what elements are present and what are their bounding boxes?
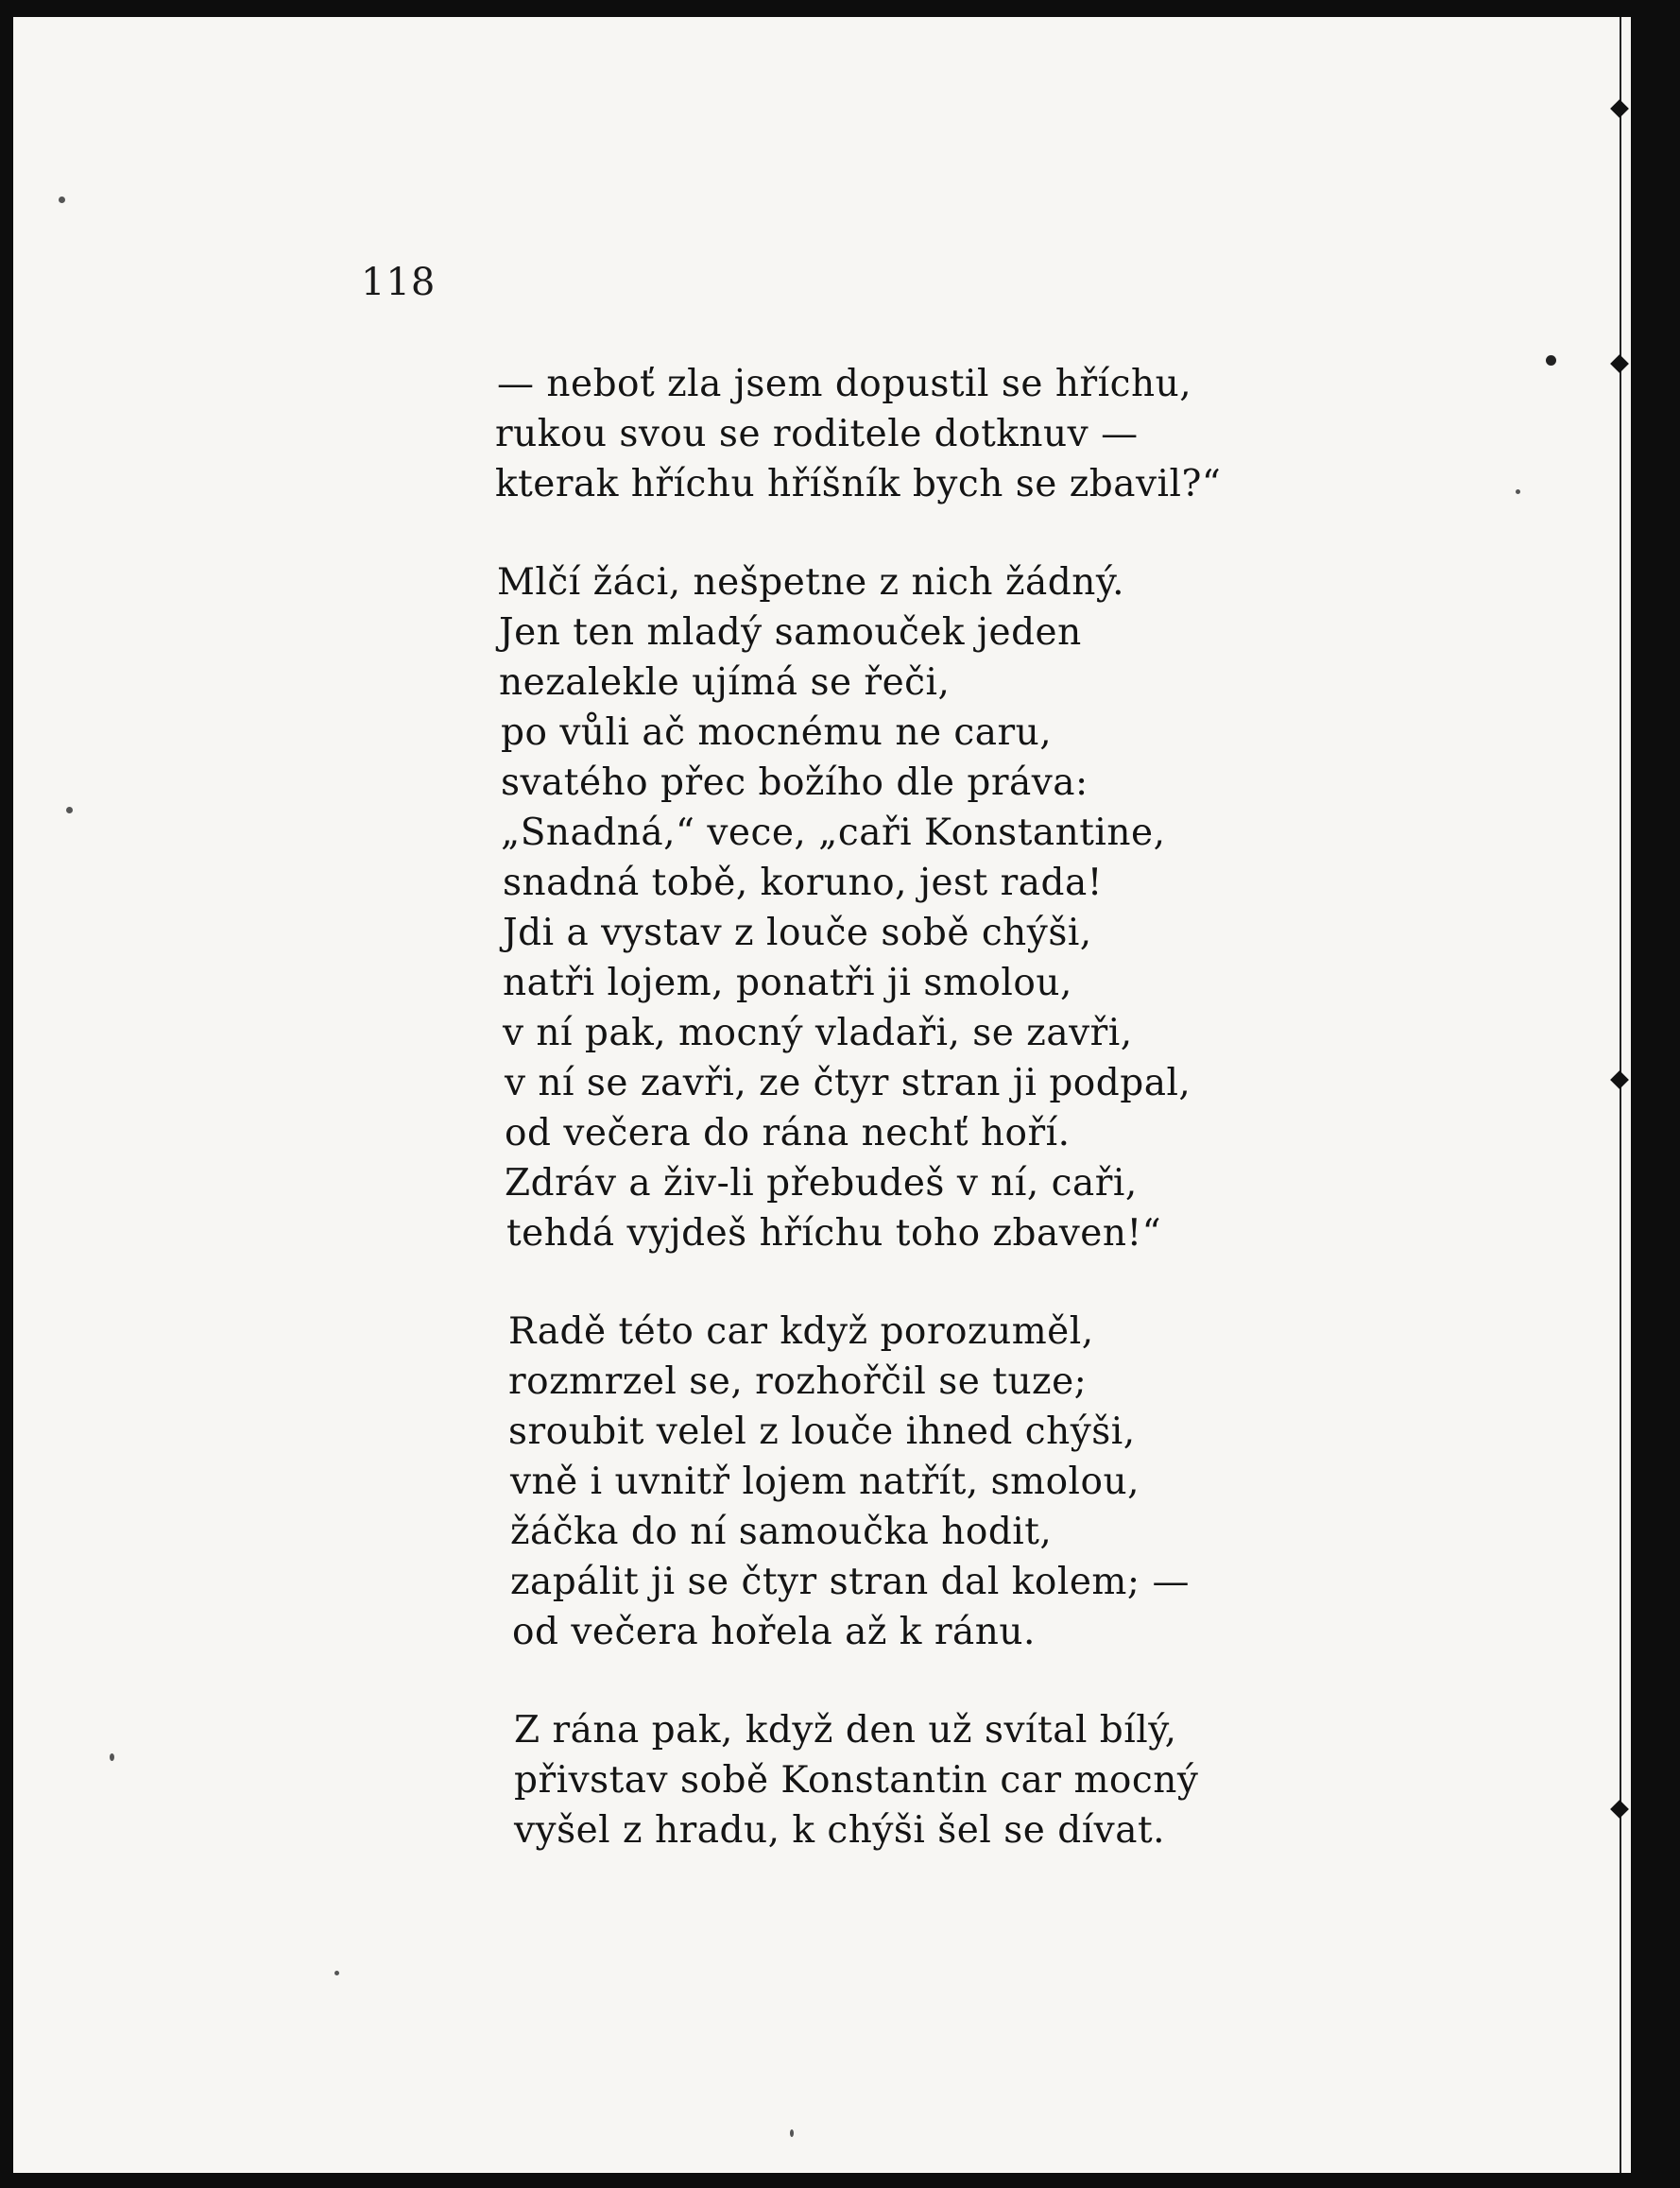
book-page [13, 17, 1655, 2173]
verse-line: od večera hořela až k ránu. [512, 1611, 1036, 1653]
paper-speck [1546, 355, 1556, 366]
verse-line: natři lojem, ponatři ji smolou, [503, 962, 1072, 1004]
verse-line: — neboť zla jsem dopustil se hříchu, [497, 363, 1192, 405]
verse-line: nezalekle ujímá se řeči, [499, 661, 951, 704]
verse-line: od večera do rána nechť hoří. [505, 1112, 1071, 1154]
verse-line: v ní pak, mocný vladaři, se zavři, [503, 1012, 1133, 1054]
paper-speck [334, 1971, 339, 1975]
stanza [497, 1705, 1347, 1855]
verse-line: žáčka do ní samoučka hodit, [510, 1511, 1053, 1553]
page-number: 118 [361, 261, 437, 304]
verse-line: Zdráv a živ-li přebudeš v ní, caři, [505, 1162, 1138, 1205]
verse-line: „Snadná,“ vece, „caři Konstantine, [501, 812, 1166, 854]
verse-line: snadná tobě, koruno, jest rada! [503, 862, 1103, 904]
verse-line: Jen ten mladý samouček jeden [499, 611, 1082, 654]
poem-text [497, 359, 1347, 1855]
verse-line: tehdá vyjdeš hříchu toho zbaven!“ [506, 1212, 1162, 1255]
verse-line: vyšel z hradu, k chýši šel se dívat. [514, 1809, 1166, 1852]
paper-speck [1516, 489, 1520, 494]
verse-line: Jdi a vystav z louče sobě chýši, [503, 912, 1092, 954]
edge-notch [1610, 1800, 1629, 1819]
verse-line: Mlčí žáci, nešpetne z nich žádný. [497, 561, 1125, 604]
verse-line: vně i uvnitř lojem natřít, smolou, [510, 1461, 1140, 1503]
paper-speck [790, 2129, 794, 2137]
stanza [497, 359, 1347, 509]
paper-speck [66, 807, 73, 813]
verse-line: přivstav sobě Konstantin car mocný [514, 1759, 1199, 1802]
edge-notch [1610, 354, 1629, 373]
paper-speck [59, 197, 65, 203]
verse-line: v ní se zavři, ze čtyr stran ji podpal, [505, 1062, 1191, 1104]
verse-line: Z rána pak, když den už svítal bílý, [514, 1709, 1177, 1752]
edge-notch [1610, 1070, 1629, 1089]
verse-line: svatého přec božího dle práva: [501, 761, 1089, 804]
edge-notch [1610, 99, 1629, 118]
verse-line: sroubit velel z louče ihned chýši, [508, 1410, 1136, 1453]
verse-line: kterak hříchu hříšník bych se zbavil?“ [495, 463, 1222, 505]
page-edge-shadow [1631, 17, 1655, 2173]
verse-line: zapálit ji se čtyr stran dal kolem; — [510, 1561, 1190, 1603]
paper-speck [110, 1753, 114, 1761]
binding-edge-line [1620, 17, 1621, 2173]
verse-line: rukou svou se roditele dotknuv — [495, 413, 1139, 455]
stanza [497, 1307, 1347, 1657]
stanza [497, 557, 1347, 1258]
verse-line: Radě této car když porozuměl, [508, 1310, 1094, 1353]
verse-line: rozmrzel se, rozhořčil se tuze; [508, 1360, 1088, 1403]
verse-line: po vůli ač mocnému ne caru, [501, 711, 1053, 754]
